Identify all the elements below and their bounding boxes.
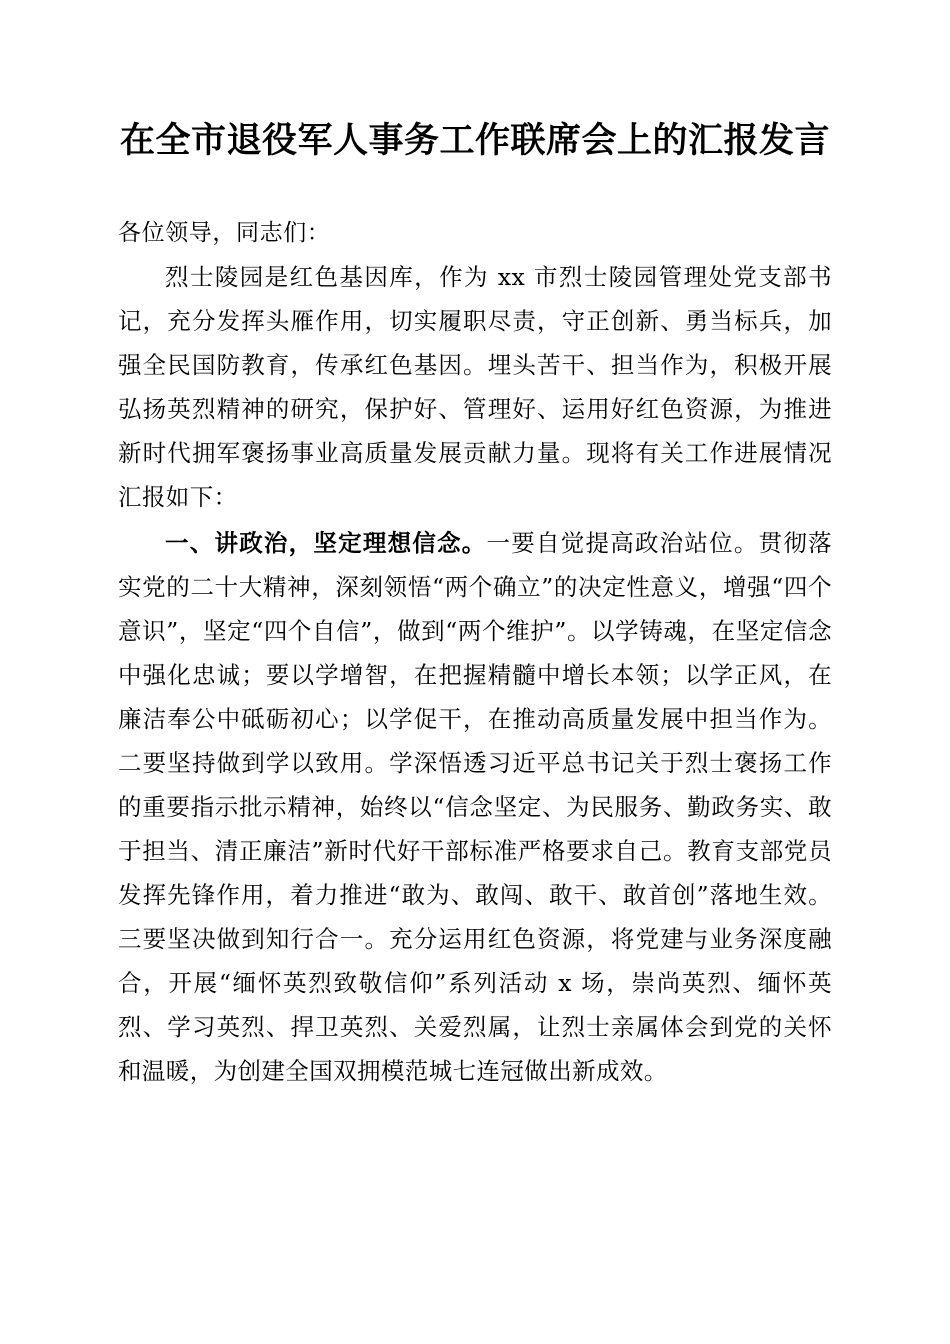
salutation-line: 各位领导，同志们： (118, 219, 331, 246)
section-body-1: 一要自觉提高政治站位。贯彻落实党的二十大精神，深刻领悟“两个确立”的决定性意义，增强“四个意识”，坚定“四个自信”，做到“两个维护”。以学铸魂，在坚定信念中强化忠诚；要以学增智，在把握精髓中增长本领；以学正风，在廉洁奉公中砥砺初心；以学促干，在推动高质量发展中担当作为。二要坚持做到学以致用。学深悟透习近平总书记关于烈士褒扬工作的重要指示批示精神，始终以“信念坚定、为民服务、勤政务实、敢于担当、清正廉洁”新时代好干部标准严格要求自己。教育支部党员发挥先锋作用，着力推进“敢为、敢闯、敢干、敢首创”落地生效。三要坚决做到知行合一。充分运用红色资源，将党建与业务深度融合，开展“缅怀英烈致敬信仰”系列活动 x 场，崇尚英烈、缅怀英烈、学习英烈、捍卫英烈、关爱烈属，让烈士亲属体会到党的关怀和温暖，为创建全国双拥模范城七连冠做出新成效。 (118, 529, 832, 1086)
section-paragraph-1 (118, 521, 832, 1093)
section-heading-1: 一、讲政治，坚定理想信念。 (165, 529, 487, 558)
page-title: 在全市退役军人事务工作联席会上的汇报发言 (119, 120, 830, 161)
intro-paragraph: 烈士陵园是红色基因库，作为 xx 市烈士陵园管理处党支部书记，充分发挥头雁作用，切实履职尽责，守正创新、勇当标兵，加强全民国防教育，传承红色基因。埋头苦干、担当作为，积极开展弘扬英烈精神的研究，保护好、管理好、运用好红色资源，为推进新时代拥军褒扬事业高质量发展贡献力量。现将有关工作进展情况汇报如下： (118, 263, 832, 512)
